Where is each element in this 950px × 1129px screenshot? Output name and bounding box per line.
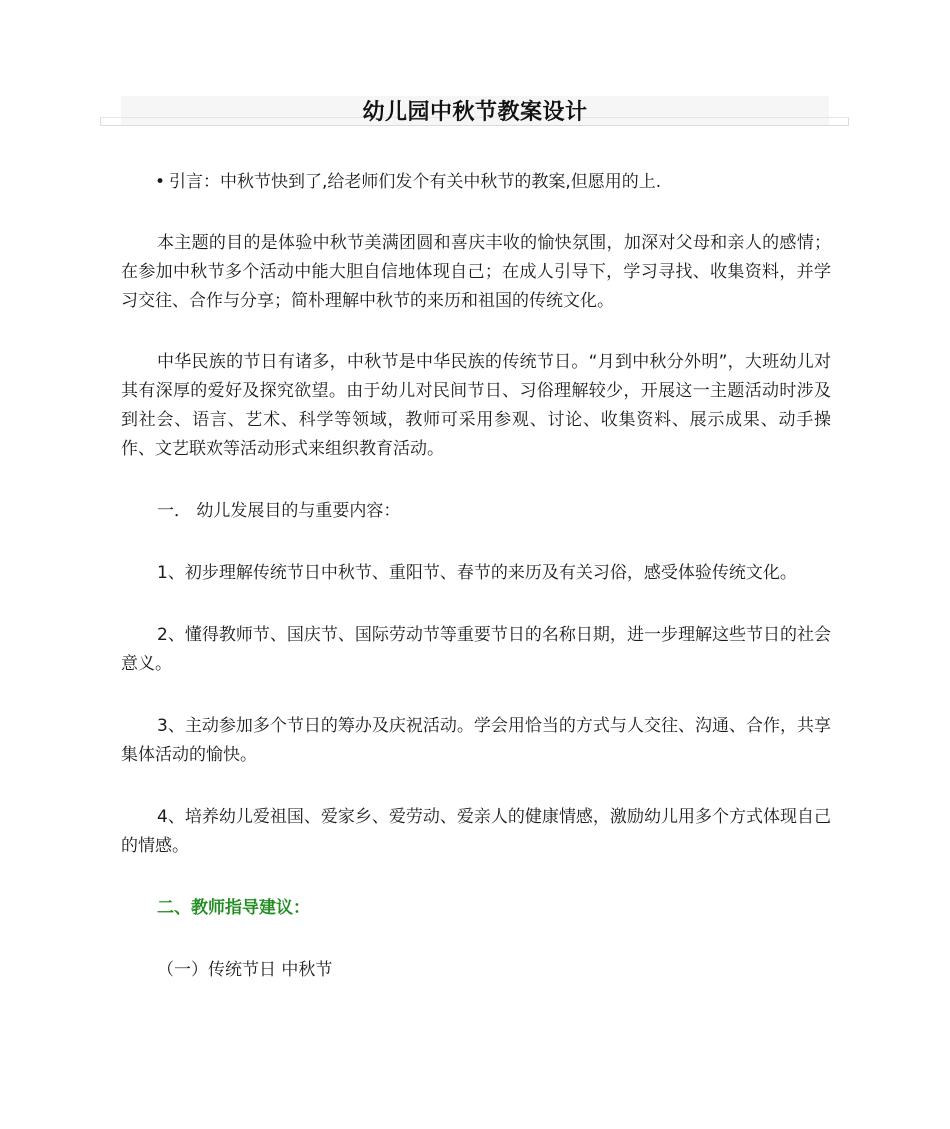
section-heading-goals: 一． 幼儿发展目的与重要内容：: [157, 501, 401, 521]
paragraph-purpose: 本主题的目的是体验中秋节美满团圆和喜庆丰收的愉快氛围，加深对父母和亲人的感情；在参加中秋节多个活动中能大胆自信地体现自己；在成人引导下，学习寻找、收集资料，并学习交往、合作与分享；简朴理解中秋节的来历和祖国的传统文化。: [121, 233, 831, 311]
intro-text: 引言：中秋节快到了,给老师们发个有关中秋节的教案,但愿用的上.: [169, 172, 662, 192]
subsection-heading-mid-autumn: （一）传统节日 中秋节: [157, 960, 333, 980]
intro-bullet: •: [155, 172, 166, 192]
intro-line: [155, 168, 661, 197]
paragraph-background: 中华民族的节日有诸多，中秋节是中华民族的传统节日。“月到中秋分外明”，大班幼儿对其有深厚的爱好及探究欲望。由于幼儿对民间节日、习俗理解较少，开展这一主题活动时涉及到社会、语言、艺术、科学等领域，教师可采用参观、讨论、收集资料、展示成果、动手操作、文艺联欢等活动形式来组织教育活动。: [121, 352, 831, 459]
goal-item-4: 4、培养幼儿爱祖国、爱家乡、爱劳动、爱亲人的健康情感，激励幼儿用多个方式体现自己的情感。: [121, 807, 831, 856]
goal-item-1: 1、初步理解传统节日中秋节、重阳节、春节的来历及有关习俗，感受体验传统文化。: [157, 563, 797, 583]
goal-item-3: 3、主动参加多个节日的筹办及庆祝活动。学会用恰当的方式与人交往、沟通、合作，共享集体活动的愉快。: [121, 716, 831, 765]
page-title: 幼儿园中秋节教案设计: [362, 100, 588, 125]
section-heading-guidance: 二、教师指导建议：: [157, 898, 310, 918]
goal-item-2: 2、懂得教师节、国庆节、国际劳动节等重要节日的名称日期，进一步理解这些节日的社会意义。: [121, 625, 831, 674]
